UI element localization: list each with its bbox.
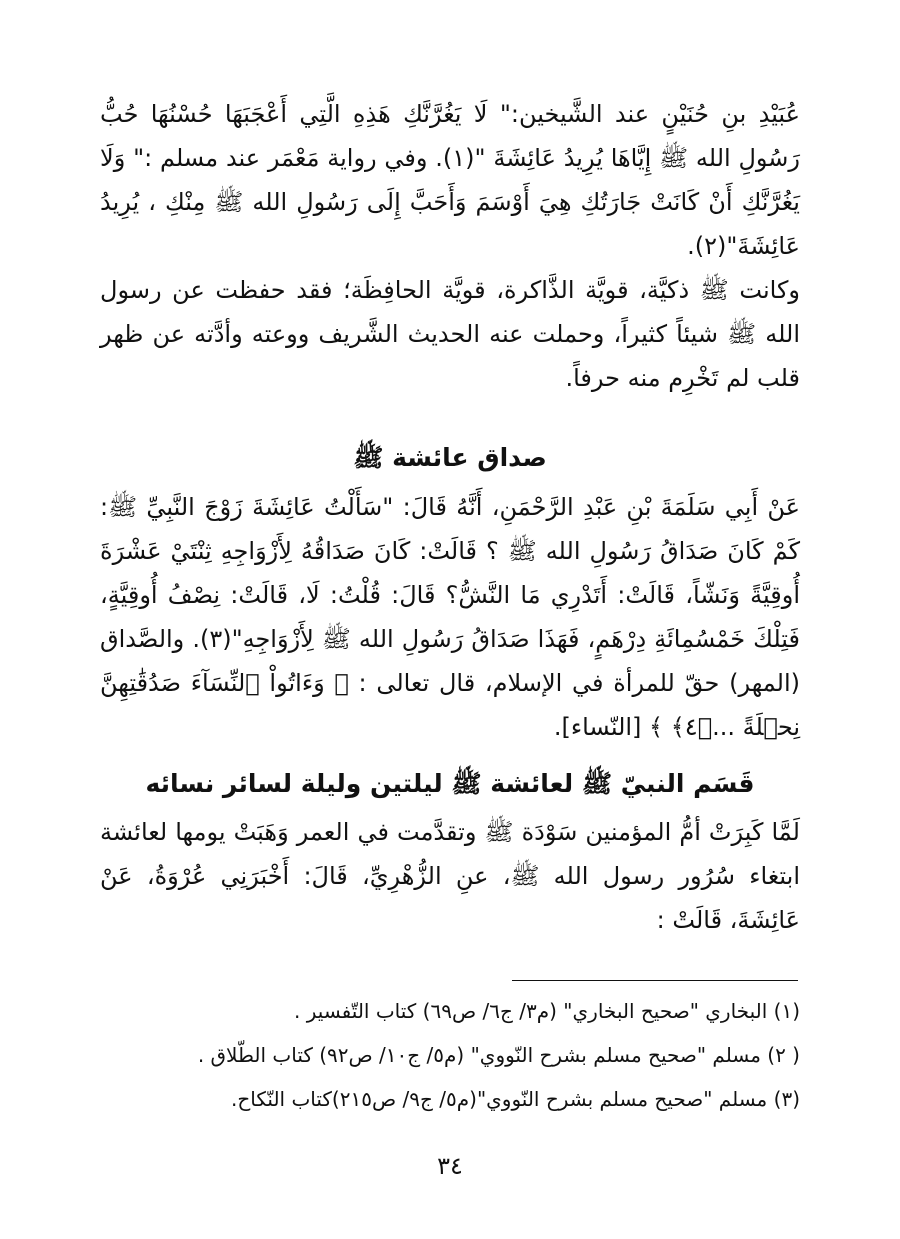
section-heading-sadaq: صداق عائشة ﷺ	[353, 443, 547, 472]
paragraph-text: عُبَيْدِ بنِ حُنَيْنٍ عند الشَّيخين:" لَا يَغُرَّنَّكِ هَذِهِ الَّتِي أَعْجَبَهَا حُسْنُهَا حُبُّ رَسُولِ الله ﷺ إِيَّاهَا يُرِيدُ عَائِشَةَ "(١). وفي رواية مَعْمَر عند مسلم :" وَلَا يَغُرَّنَّكِ أَنْ كَانَتْ جَارَتُكِ هِيَ أَوْسَمَ وَأَحَبَّ إِلَى رَسُولِ الله ﷺ مِنْكِ ، يُرِيدُ عَائِشَةَ"(٢).	[100, 100, 800, 260]
paragraph-sawda	[100, 810, 800, 942]
footnote-3: (٣) مسلم "صحيح مسلم بشرح النّووي"(م٥/ ج٩/ ص٢١٥)كتاب النّكاح.	[231, 1087, 800, 1111]
page-number: ٣٤	[437, 1152, 463, 1180]
paragraph-hadith-intro	[100, 92, 800, 268]
paragraph-sadaq	[100, 485, 800, 749]
paragraph-intelligence	[100, 268, 800, 400]
footnote-1: (١) البخاري "صحيح البخاري" (م٣/ ج٦/ ص٦٩) كتاب التّفسير .	[294, 999, 800, 1023]
paragraph-text: وكانت ﷺ ذكيَّة، قويَّة الذَّاكرة، قويَّة الحافِظَة؛ فقد حفظت عن رسول الله ﷺ شيئاً كثيراً، وحملت عنه الحديث الشَّريف ووعته وأدَّته عن ظهر قلب لم تَخْرِم منه حرفاً.	[100, 276, 800, 392]
paragraph-text: لَمَّا كَبِرَتْ أمُّ المؤمنين سَوْدَة ﷺ وتقدَّمت في العمر وَهَبَتْ يومها لعائشة ابتغاء سُرُور رسول الله ﷺ، عنِ الزُّهْرِيِّ، قَالَ: أَخْبَرَنِي عُرْوَةُ، عَنْ عَائِشَةَ، قَالَتْ :	[100, 818, 800, 934]
footnote-separator	[512, 980, 798, 981]
footnote-2: ( ٢) مسلم "صحيح مسلم بشرح النّووي" (م٥/ ج١٠/ ص٩٢) كتاب الطّلاق .	[197, 1043, 800, 1067]
paragraph-text: عَنْ أَبِي سَلَمَةَ بْنِ عَبْدِ الرَّحْمَنِ، أَنَّهُ قَالَ: "سَأَلْتُ عَائِشَةَ زَوْجَ النَّبِيِّ ﷺ: كَمْ كَانَ صَدَاقُ رَسُولِ الله ﷺ ؟ قَالَتْ: كَانَ صَدَاقُهُ لِأَزْوَاجِهِ ثِنْتَيْ عَشْرَةَ أُوقِيَّةً وَنَشّاً، قَالَتْ: أَتَدْرِي مَا النَّشُّ؟ قَالَ: قُلْتُ: لَا، قَالَتْ: نِصْفُ أُوقِيَّةٍ، فَتِلْكَ خَمْسُمِائَةِ دِرْهَمٍ، فَهَذَا صَدَاقُ رَسُولِ الله ﷺ لِأَزْوَاجِهِ"(٣). والصَّداق (المهر) حقّ للمرأة في الإسلام، قال تعالى : ﴿ وَءَاتُواْ ٱلنِّسَآءَ صَدُقَٰتِهِنَّ نِحۡلَةً ...﴿٤﴾ ﴾ [النّساء].	[100, 493, 801, 741]
section-heading-qasam: قَسَم النبيّ ﷺ لعائشة ﷺ ليلتين وليلة لسائر نسائه	[145, 769, 755, 798]
